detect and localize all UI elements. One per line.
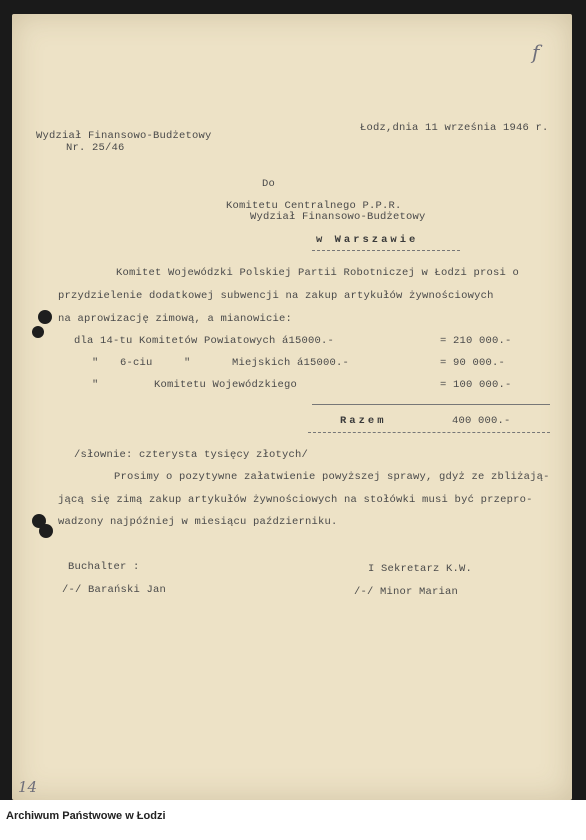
accountant-name: /-/ Barański Jan <box>62 584 167 596</box>
table-row-3-quote: " <box>92 379 99 391</box>
recipient-line-2: Wydział Finansowo-Budżetowy <box>250 211 426 223</box>
recipient-city: w Warszawie <box>316 234 419 246</box>
reference-number: Nr. 25/46 <box>66 142 125 154</box>
punch-hole <box>32 326 44 338</box>
city-underline <box>312 250 460 251</box>
archive-name: Archiwum Państwowe w Łodzi <box>6 810 166 822</box>
archive-footer <box>0 800 586 840</box>
table-row-2-quote: " <box>92 357 99 369</box>
paragraph-1-line-3: na aprowizację zimową, a mianowicie: <box>58 313 293 325</box>
punch-hole <box>39 524 53 538</box>
table-row-1-amount: = 210 000.- <box>440 335 512 347</box>
paragraph-1-line-1: Komitet Wojewódzki Polskiej Partii Robotniczej w Łodzi prosi o <box>116 267 520 279</box>
pencil-page-marker: f <box>532 40 540 64</box>
table-row-2-desc-2: Miejskich á15000.- <box>232 357 350 369</box>
paragraph-1-line-2: przydzielenie dodatkowej subwencji na zakup artykułów żywnościowych <box>58 290 494 302</box>
pencil-page-number: 14 <box>18 778 38 796</box>
total-label: Razem <box>340 415 387 427</box>
paragraph-2-line-1: Prosimy o pozytywne załatwienie powyższej sprawy, gdyż ze zbliżają- <box>114 471 550 483</box>
secretary-name: /-/ Minor Marian <box>354 586 459 598</box>
secretary-title: I Sekretarz K.W. <box>368 563 473 575</box>
table-row-1-desc: dla 14-tu Komitetów Powiatowych á15000.- <box>74 335 335 347</box>
recipient-to: Do <box>262 178 276 190</box>
paragraph-2-line-2: jącą się zimą zakup artykułów żywnościowych na stołówki musi być przepro- <box>58 494 533 506</box>
punch-hole <box>38 310 52 324</box>
table-row-2-quote-2: " <box>184 357 191 369</box>
table-row-2-amount: = 90 000.- <box>440 357 506 369</box>
accountant-title: Buchalter : <box>68 561 140 573</box>
table-row-3-amount: = 100 000.- <box>440 379 512 391</box>
place-date: Łodz,dnia 11 września 1946 r. <box>360 122 549 134</box>
total-value: 400 000.- <box>452 415 511 427</box>
amount-in-words: /słownie: czterysta tysięcy złotych/ <box>74 449 309 461</box>
paragraph-2-line-3: wadzony najpóźniej w miesiącu październiku. <box>58 516 338 528</box>
table-row-3-desc: Komitetu Wojewódzkiego <box>154 379 298 391</box>
table-row-2-desc: 6-ciu <box>120 357 153 369</box>
total-top-rule <box>312 404 550 405</box>
total-bottom-rule <box>308 432 550 433</box>
department-name: Wydział Finansowo-Budżetowy <box>36 130 212 142</box>
recipient-line-1: Komitetu Centralnego P.P.R. <box>226 200 402 212</box>
